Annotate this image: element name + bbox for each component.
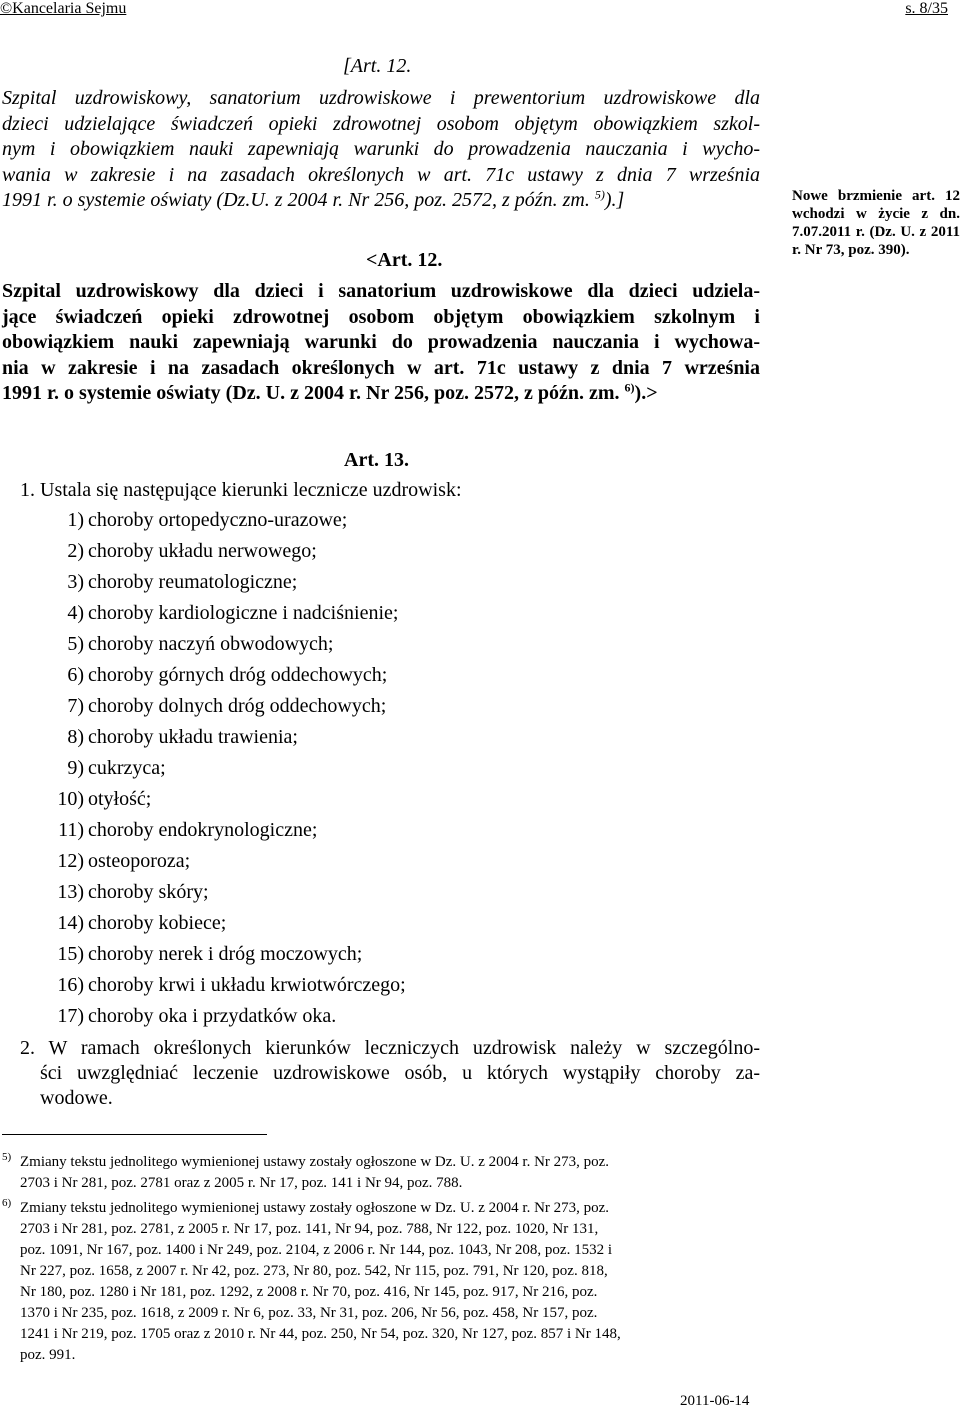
text-line: jące świadczeń opieki zdrowotnej osobom objętym obowiązkiem szkolnym i — [2, 305, 760, 328]
footnote-divider — [2, 1134, 267, 1135]
list-item: 14) choroby kobiece; — [57, 912, 227, 934]
text-line: obowiązkiem nauki zapewniają warunki do prowadzenia nauczania i wychowa- — [2, 331, 760, 353]
margin-note: Nowe brzmienie art. 12 wchodzi w życie z dn. 7.07.2011 r. (Dz. U. z 2011 r. Nr 73, poz. 390). — [792, 188, 960, 258]
text-line: wania w zakresie i na zasadach określonych w art. 71c ustawy z dnia 7 września — [2, 163, 760, 186]
text-line: nym i obowiązkiem nauki zapewniają warunki do prowadzenia nauczania i wycho- — [2, 138, 760, 160]
text-line: wodowe. — [40, 1087, 113, 1109]
list-item: 5) choroby naczyń obwodowych; — [67, 633, 334, 655]
list-item: 7) choroby dolnych dróg oddechowych; — [67, 695, 387, 717]
therapy-list — [40, 505, 406, 1032]
footnote-6 — [2, 1198, 760, 1366]
footer-date: 2011-06-14 — [680, 1393, 750, 1409]
paragraph-1: 1. Ustala się następujące kierunki lecznicze uzdrowisk: — [20, 479, 462, 501]
article-13-title: Art. 13. — [344, 449, 409, 471]
text-line: 2703 i Nr 281, poz. 2781, z 2005 r. Nr 17, poz. 141, Nr 94, poz. 788, Nr 122, poz. 1020, Nr 131, — [20, 1221, 599, 1237]
old-article-title: [Art. 12. — [343, 55, 412, 77]
footnote-mark: 6) — [2, 1197, 12, 1209]
list-item: 1) choroby ortopedyczno-urazowe; — [67, 509, 348, 531]
new-article-text — [2, 279, 760, 407]
text-line: Szpital uzdrowiskowy, sanatorium uzdrowiskowe i prewentorium uzdrowiskowe dla — [2, 87, 760, 109]
text-line: 1241 i Nr 219, poz. 1705 oraz z 2010 r. Nr 44, poz. 250, Nr 54, poz. 320, Nr 127, poz. 857 i Nr 148, — [20, 1326, 621, 1342]
footnote-ref[interactable]: 5) — [594, 187, 605, 202]
text-line: poz. 991. — [20, 1347, 76, 1363]
text-line: Szpital uzdrowiskowy dla dzieci i sanatorium uzdrowiskowe dla dzieci udziela- — [2, 280, 760, 302]
list-item: 11) choroby endokrynologiczne; — [58, 819, 318, 841]
new-article-title: <Art. 12. — [366, 249, 443, 271]
text-line: 2. W ramach określonych kierunków leczniczych uzdrowisk należy w szczególno- — [20, 1037, 760, 1059]
footnote-ref[interactable]: 6) — [624, 380, 635, 395]
list-item: 12) osteoporoza; — [57, 850, 191, 872]
list-item: 16) choroby krwi i układu krwiotwórczego; — [57, 974, 406, 996]
text-line: 1991 r. o systemie oświaty (Dz. U. z 2004 r. Nr 256, poz. 2572, z późn. zm. $^{6)}$).> — [2, 380, 658, 404]
text-line: 1370 i Nr 235, poz. 1618, z 2009 r. Nr 6, poz. 33, Nr 31, poz. 206, Nr 56, poz. 458, Nr 157, poz. — [20, 1305, 598, 1321]
page-number[interactable]: s. 8/35 — [905, 0, 948, 17]
list-item: 13) choroby skóry; — [57, 881, 209, 903]
text-line: 1991 r. o systemie oświaty (Dz.U. z 2004 r. Nr 256, poz. 2572, z późn. zm. $^{5)}$).] — [2, 187, 625, 211]
text-line: nia w zakresie i na zasadach określonych w art. 71c ustawy z dnia 7 września — [2, 356, 760, 379]
text-line: Zmiany tekstu jednolitego wymienionej ustawy zostały ogłoszone w Dz. U. z 2004 r. Nr 273, poz. — [20, 1154, 610, 1170]
text-line: dzieci udzielające świadczeń opieki zdrowotnej osobom objętym obowiązkiem szkol- — [2, 112, 760, 135]
old-article-text — [2, 86, 760, 214]
header-source[interactable]: ©Kancelaria Sejmu — [0, 0, 127, 17]
text-line: Nr 227, poz. 1658, z 2007 r. Nr 42, poz. 273, Nr 80, poz. 542, Nr 115, poz. 791, Nr 120, poz. 818, — [20, 1263, 608, 1279]
list-item: 4) choroby kardiologiczne i nadciśnienie; — [67, 602, 399, 624]
paragraph-2 — [20, 1036, 760, 1111]
text-line: 2703 i Nr 281, poz. 2781 oraz z 2005 r. Nr 17, poz. 141 i Nr 94, poz. 788. — [20, 1175, 463, 1191]
list-item: 3) choroby reumatologiczne; — [67, 571, 298, 593]
list-item: 6) choroby górnych dróg oddechowych; — [67, 664, 388, 686]
list-item: 15) choroby nerek i dróg moczowych; — [57, 943, 363, 965]
text-line: Zmiany tekstu jednolitego wymienionej ustawy zostały ogłoszone w Dz. U. z 2004 r. Nr 273, poz. — [20, 1200, 610, 1216]
list-item: 17) choroby oka i przydatków oka. — [57, 1005, 337, 1027]
text-line: Nr 180, poz. 1280 i Nr 181, poz. 1292, z 2008 r. Nr 70, poz. 416, Nr 145, poz. 917, Nr 216, poz. — [20, 1284, 598, 1300]
footnote-mark: 5) — [2, 1151, 12, 1163]
list-item: 2) choroby układu nerwowego; — [67, 540, 317, 562]
footnote-5 — [2, 1152, 760, 1194]
list-item: 8) choroby układu trawienia; — [67, 726, 298, 748]
text-line: poz. 1091, Nr 167, poz. 1400 i Nr 249, poz. 2104, z 2006 r. Nr 144, poz. 1043, Nr 208, poz. 1532 i — [20, 1242, 613, 1258]
list-item: 9) cukrzyca; — [67, 757, 166, 779]
text-line: ści uwzględniać leczenie uzdrowiskowe osób, u których wystąpiły choroby za- — [40, 1062, 760, 1084]
list-item: 10) otyłość; — [57, 788, 152, 810]
